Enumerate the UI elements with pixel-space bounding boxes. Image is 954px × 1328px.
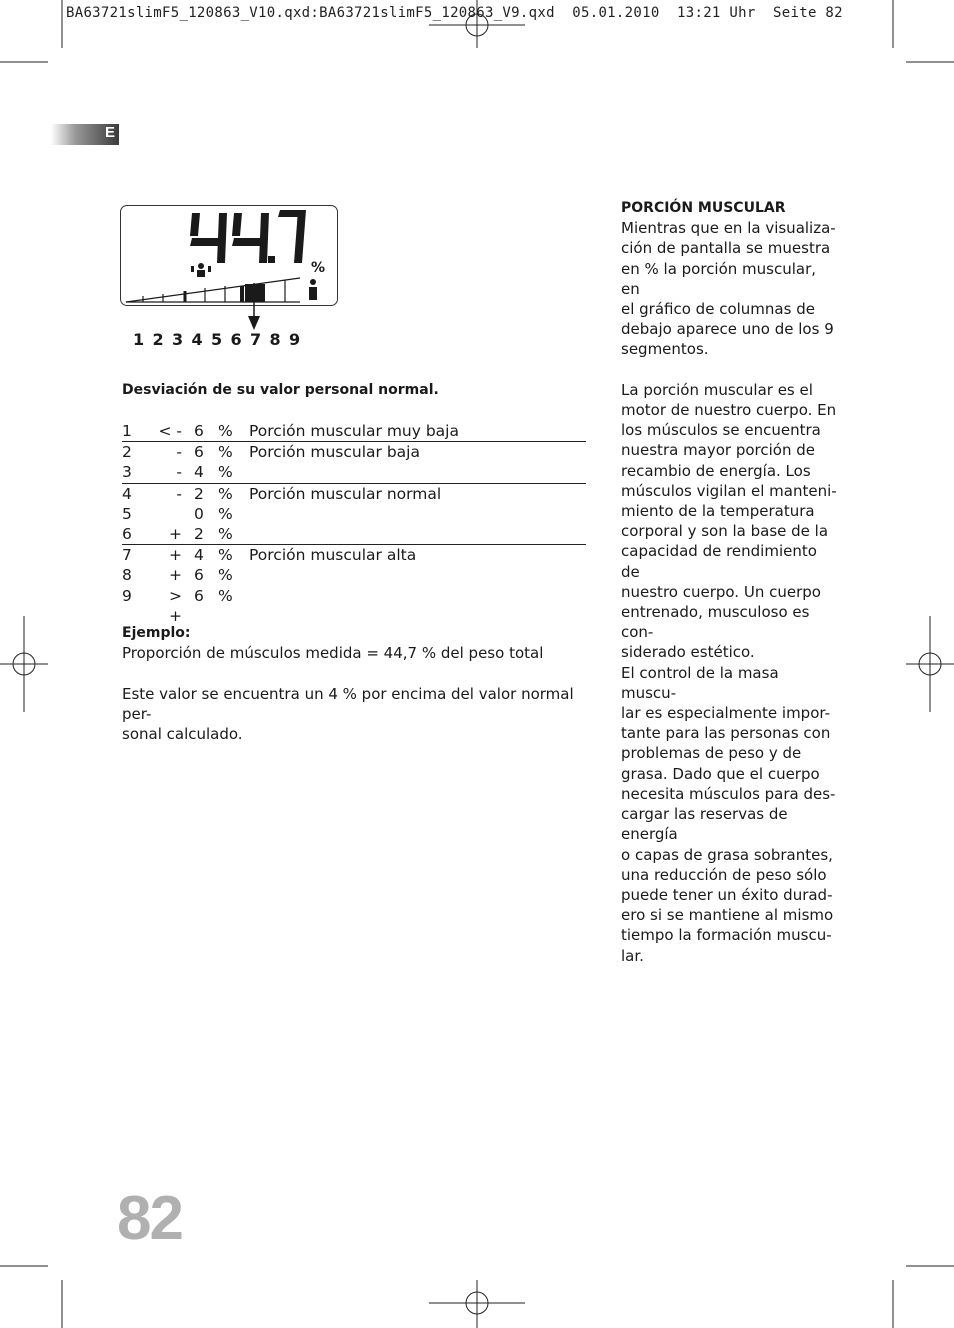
- table-cell: 9: [122, 586, 132, 605]
- table-cell: 2: [122, 443, 132, 462]
- text-line: entrenado, musculoso es con-: [621, 603, 810, 642]
- segment-number: 9: [289, 330, 301, 349]
- table-cell: 4: [122, 484, 132, 503]
- table-cell: 2: [194, 524, 204, 543]
- text-line: capacidad de rendimiento de: [621, 542, 817, 581]
- table-row: [122, 544, 586, 565]
- table-cell: Porción muscular normal: [249, 484, 442, 503]
- text-line: Mientras que en la visualiza-: [621, 219, 836, 238]
- table-cell: -: [176, 443, 182, 462]
- deviation-title: Desviación de su valor personal normal.: [122, 382, 439, 398]
- table-cell: %: [218, 504, 233, 523]
- table-cell: +: [169, 546, 182, 565]
- table-row: [122, 462, 586, 482]
- table-cell: 2: [194, 484, 204, 503]
- table-cell: 4: [194, 546, 204, 565]
- text-line: miento de la temperatura: [621, 502, 815, 521]
- text-line: cargar las reservas de energía: [621, 805, 788, 844]
- table-row: [122, 421, 586, 441]
- text-line: en % la porción muscular, en: [621, 259, 817, 298]
- text-line: músculos vigilan el manteni-: [621, 481, 837, 500]
- text-line: o capas de grasa sobrantes,: [621, 845, 833, 864]
- text-line: lar es especialmente impor-: [621, 704, 830, 723]
- table-cell: %: [218, 546, 233, 565]
- table-cell: Porción muscular alta: [249, 546, 417, 565]
- example-section: [122, 623, 592, 744]
- arrow-down-icon: [248, 316, 260, 330]
- table-cell: 6: [122, 524, 132, 543]
- segment-number: 1: [133, 330, 145, 349]
- page-number: 82: [117, 1184, 182, 1253]
- text-line: los músculos se encuentra: [621, 421, 821, 440]
- segment-number: 3: [172, 330, 184, 349]
- text-line: tiempo la formación muscu-: [621, 926, 832, 945]
- section-heading: PORCIÓN MUSCULAR: [621, 200, 786, 216]
- text-line: ción de pantalla se muestra: [621, 239, 831, 258]
- paragraph-1: [621, 218, 837, 359]
- muscle-icon: [191, 263, 211, 277]
- text-line: motor de nuestro cuerpo. En: [621, 401, 837, 420]
- person-icon: [309, 279, 317, 300]
- table-cell: %: [218, 422, 233, 440]
- text-line: recambio de energía. Los: [621, 461, 811, 480]
- table-cell: -: [176, 484, 182, 503]
- example-line: Este valor se encuentra un 4 % por encima del valor normal per-: [122, 684, 574, 723]
- text-line: el gráfico de columnas de: [621, 300, 815, 319]
- table-cell: 7: [122, 546, 132, 565]
- table-cell: -: [176, 463, 182, 482]
- table-row: [122, 441, 586, 462]
- text-line: ero si se mantiene al mismo: [621, 906, 834, 925]
- table-cell: 6: [194, 566, 204, 585]
- paragraph-2: [621, 380, 837, 966]
- table-cell: 0: [194, 504, 204, 523]
- table-cell: 6: [194, 586, 204, 605]
- text-line: corporal y son la base de la: [621, 522, 829, 541]
- table-cell: +: [169, 566, 182, 585]
- table-cell: 1: [122, 422, 132, 440]
- table-cell: %: [218, 463, 233, 482]
- text-line: El control de la masa muscu-: [621, 663, 779, 702]
- text-line: La porción muscular es el: [621, 380, 813, 399]
- segment-number: 4: [191, 330, 203, 349]
- text-line: una reducción de peso sólo: [621, 865, 827, 884]
- active-segment-bar: [245, 284, 265, 302]
- segment-table: [122, 421, 586, 625]
- text-line: necesita músculos para des-: [621, 784, 836, 803]
- table-cell: Porción muscular baja: [249, 443, 420, 462]
- segment-number: 8: [269, 330, 281, 349]
- segment-number: 5: [211, 330, 223, 349]
- text-line: grasa. Dado que el cuerpo: [621, 764, 820, 783]
- table-cell: %: [218, 524, 233, 543]
- text-line: siderado estético.: [621, 643, 755, 662]
- table-row: [122, 483, 586, 504]
- table-cell: +: [169, 524, 182, 543]
- segment-number: 6: [230, 330, 242, 349]
- text-line: lar.: [621, 946, 644, 965]
- table-row: [122, 524, 586, 544]
- table-row: [122, 504, 586, 524]
- text-line: problemas de peso y de: [621, 744, 802, 763]
- table-cell: 5: [122, 504, 132, 523]
- lcd-digits: [190, 210, 306, 263]
- table-cell: 6: [194, 422, 204, 440]
- example-title: Ejemplo:: [122, 625, 191, 641]
- table-row: [122, 565, 586, 585]
- muscle-description: [621, 198, 837, 966]
- text-line: nuestro cuerpo. Un cuerpo: [621, 582, 821, 601]
- segment-number: 2: [152, 330, 164, 349]
- table-cell: < -: [158, 422, 182, 440]
- bar-graph: [126, 278, 300, 302]
- language-tab-label: E: [104, 124, 115, 141]
- segment-number: 7: [250, 330, 262, 349]
- deviation-section: [122, 380, 586, 400]
- text-line: segmentos.: [621, 340, 709, 359]
- text-line: tante para las personas con: [621, 724, 831, 743]
- example-line: sonal calculado.: [122, 725, 243, 744]
- table-cell: 4: [194, 463, 204, 482]
- table-cell: %: [218, 566, 233, 585]
- table-cell: 6: [194, 443, 204, 462]
- table-cell: %: [218, 484, 233, 503]
- text-line: nuestra mayor porción de: [621, 441, 816, 460]
- table-cell: 8: [122, 566, 132, 585]
- text-line: debajo aparece uno de los 9: [621, 320, 834, 339]
- print-slug: BA63721slimF5_120863_V10.qxd:BA63721slimF5_120863_V9.qxd 05.01.2010 13:21 Uhr Seite 82: [66, 5, 843, 21]
- table-cell: > +: [169, 586, 182, 625]
- table-cell: %: [218, 443, 233, 462]
- table-cell: 3: [122, 463, 132, 482]
- table-cell: %: [218, 586, 233, 605]
- segment-numbers: [133, 330, 309, 349]
- example-line: Proporción de músculos medida = 44,7 % del peso total: [122, 644, 544, 663]
- table-row: [122, 586, 586, 625]
- text-line: puede tener un éxito durad-: [621, 885, 833, 904]
- lcd-unit: %: [311, 260, 326, 276]
- table-cell: Porción muscular muy baja: [249, 422, 459, 440]
